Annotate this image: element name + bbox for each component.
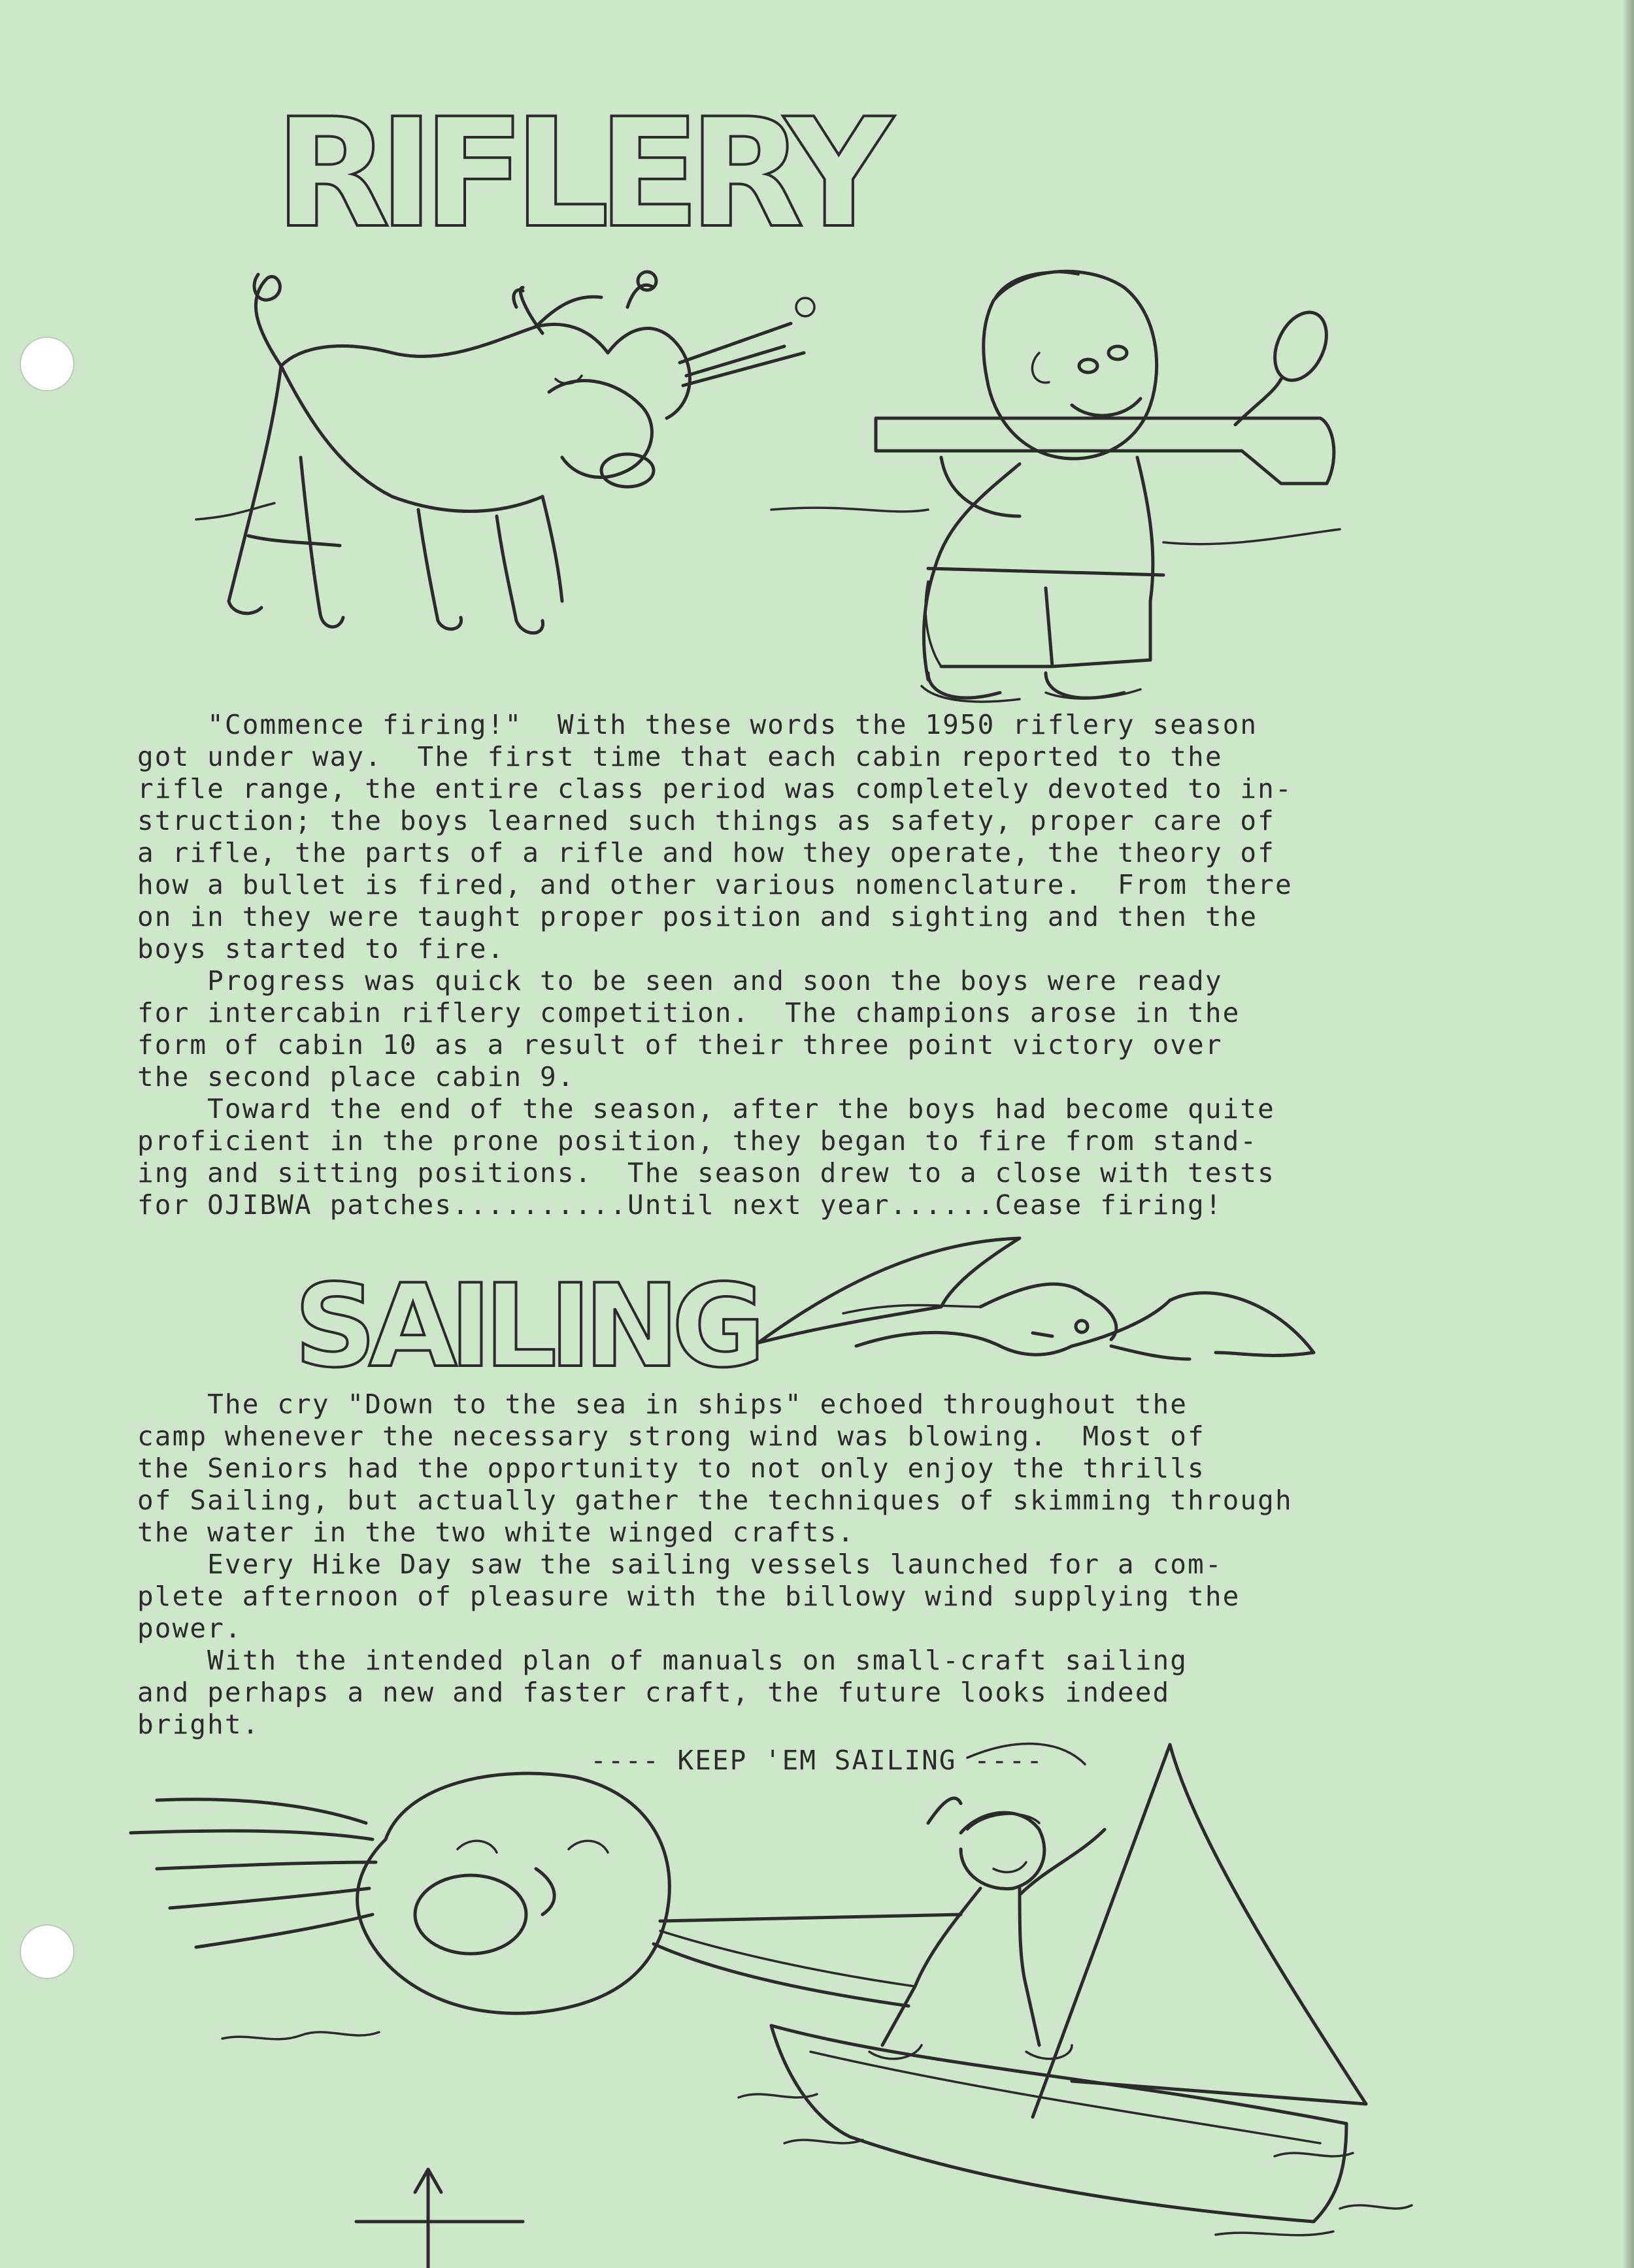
sailing-line: and perhaps a new and faster craft, the future looks indeed	[137, 1677, 1171, 1708]
compass-west-letter: W	[301, 2199, 340, 2244]
riflery-line: on in they were taught proper position and sighting and then the	[137, 901, 1258, 932]
sailing-line: The cry "Down to the sea in ships" echoed throughout the	[137, 1389, 1188, 1420]
riflery-line: the second place cabin 9.	[137, 1061, 575, 1093]
sailing-line: the water in the two white winged crafts.	[137, 1517, 856, 1548]
riflery-line: proficient in the prone position, they began to fire from stand-	[137, 1125, 1258, 1157]
sailing-article	[137, 1389, 1444, 1741]
riflery-line: for intercabin riflery competition. The champions arose in the	[137, 997, 1241, 1028]
ground-line-right	[1163, 529, 1340, 544]
boy-with-rifle-drawing	[876, 271, 1337, 702]
riflery-line: for OJIBWA patches..........Until next year......Cease firing!	[137, 1189, 1223, 1221]
compass-north-letter: N	[405, 2120, 440, 2174]
pop-sound-effect: POP!	[684, 317, 764, 373]
riflery-heading: RIFLERY	[275, 87, 882, 261]
water-waves	[222, 2032, 1412, 2235]
riflery-line: form of cabin 10 as a result of their three point victory over	[137, 1029, 1223, 1060]
sailing-line: With the intended plan of manuals on small-craft sailing	[137, 1645, 1188, 1676]
sailing-line: of Sailing, but actually gather the techniques of skimming through	[137, 1485, 1293, 1516]
cow-drawing	[229, 272, 690, 633]
sailing-line: plete afternoon of pleasure with the billowy wind supplying the	[137, 1581, 1241, 1612]
ground-line-left	[196, 503, 275, 519]
compass-rose	[301, 2120, 554, 2268]
riflery-line: "Commence firing!" With these words the 1950 riflery season	[137, 709, 1258, 740]
riflery-line: Toward the end of the season, after the boys had become quite	[137, 1093, 1275, 1125]
seagull-drawing	[758, 1238, 1314, 1359]
riflery-line: Progress was quick to be seen and soon the boys were ready	[137, 965, 1223, 996]
sailing-line: power.	[137, 1613, 242, 1644]
bang-sound-effect: BANG!	[844, 319, 961, 378]
sailing-line: Every Hike Day saw the sailing vessels launched for a com-	[137, 1549, 1223, 1580]
riflery-line: how a bullet is fired, and other various nomenclature. From there	[137, 869, 1293, 900]
riflery-line: ing and sitting positions. The season drew to a close with tests	[137, 1157, 1275, 1189]
riflery-line: boys started to fire.	[137, 933, 505, 964]
sailing-line: the Seniors had the opportunity to not only enjoy the thrills	[137, 1453, 1205, 1484]
riflery-line: struction; the boys learned such things as safety, proper care of	[137, 805, 1275, 836]
ground-line-mid	[771, 508, 928, 512]
sailboat-drawing	[771, 1744, 1366, 2222]
shot-lines	[680, 298, 961, 386]
riflery-line: rifle range, the entire class period was completely devoted to in-	[137, 773, 1293, 804]
keep-em-sailing-divider: ---- KEEP 'EM SAILING ----	[590, 1745, 1044, 1776]
sailing-line: camp whenever the necessary strong wind was blowing. Most of	[137, 1421, 1205, 1452]
riflery-article	[137, 709, 1444, 1221]
riflery-line: got under way. The first time that each cabin reported to the	[137, 741, 1223, 772]
wind-face-drawing	[131, 1773, 961, 2013]
sailing-line: bright.	[137, 1709, 260, 1740]
sailing-heading: SAILING	[294, 1260, 758, 1393]
compass-east-letter: E	[529, 2199, 554, 2244]
riflery-line: a rifle, the parts of a rifle and how they operate, the theory of	[137, 837, 1275, 868]
